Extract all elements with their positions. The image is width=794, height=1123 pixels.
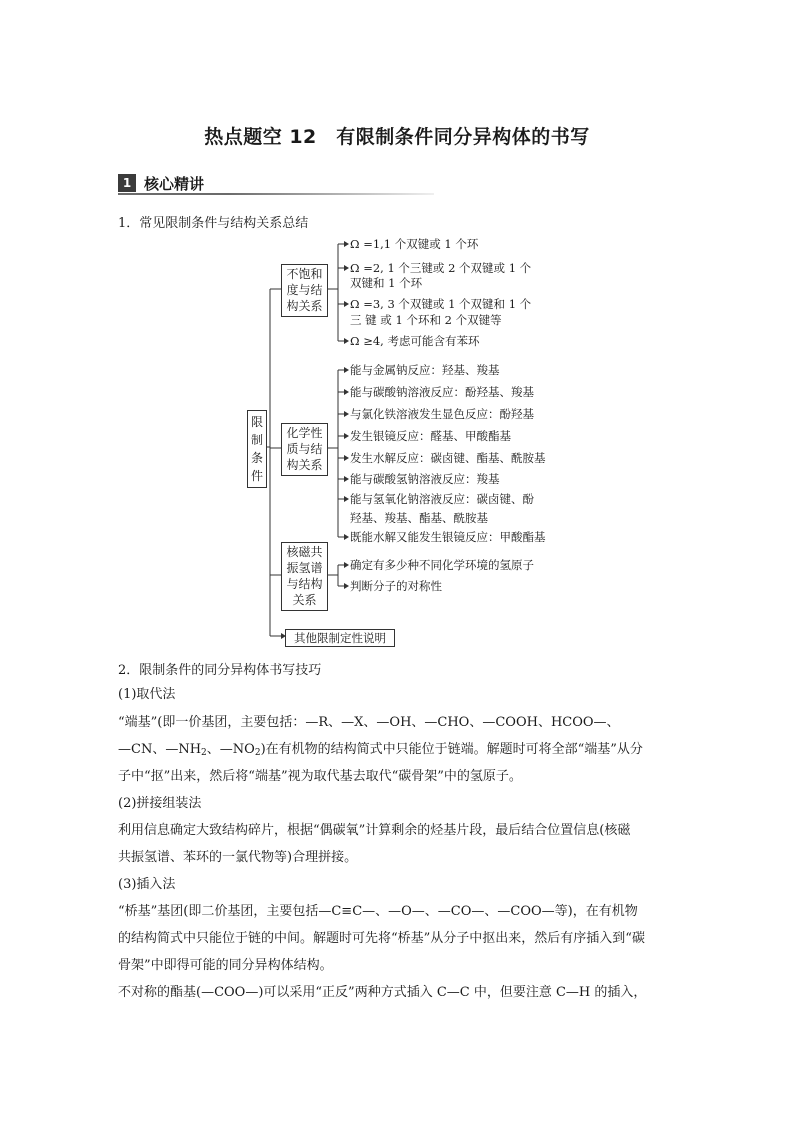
method-1-line: —CN、$—NH_2$、$—NO_2$)在有机物的结构简式中只能位于链端。解题时可将全部“端基”从分 xyxy=(118,742,643,758)
node-chemical-property: 化学性质与结构关系 xyxy=(281,423,328,476)
method-3-line: “桥基”基团(即二价基团，主要包括—C≡C—、—O—、—CO—、—COO—等)，在有机物 xyxy=(118,904,638,919)
method-1-line: “端基”(即一价基团，主要包括：—R、—X、—OH、—CHO、—COOH、HCOO—、 xyxy=(118,715,620,730)
chem-item: 羟基、羧基、酯基、酰胺基 xyxy=(350,511,488,525)
node-unsaturation: 不饱和度与结构关系 xyxy=(281,264,328,317)
root-node: 限制条件 xyxy=(247,410,267,488)
node-nmr: 核磁共振氢谱与结构关系 xyxy=(281,542,328,611)
node-other: 其他限制定性说明 xyxy=(285,629,395,647)
method-1-title: (1)取代法 xyxy=(118,687,176,702)
unsat-item: Ω =3, 3 个双键或 1 个双键和 1 个 xyxy=(350,297,532,311)
heading-1: 1．常见限制条件与结构关系总结 xyxy=(118,216,309,231)
method-3-line: 的结构简式中只能位于链的中间。解题时可先将“桥基”从分子中抠出来，然后有序插入到“碳 xyxy=(118,931,645,946)
section-header xyxy=(118,172,434,194)
chem-item: 能与金属钠反应：羟基、羧基 xyxy=(350,363,500,377)
nmr-item: 判断分子的对称性 xyxy=(350,579,442,593)
method-2-title: (2)拼接组装法 xyxy=(118,796,202,811)
chem-item: 发生银镜反应：醛基、甲酸酯基 xyxy=(350,429,511,443)
section-rule xyxy=(118,193,434,195)
unsat-item: 三 键 或 1 个环和 2 个双键等 xyxy=(350,313,502,327)
section-label: 核心精讲 xyxy=(144,174,205,193)
chem-item: 能与碳酸氢钠溶液反应：羧基 xyxy=(350,472,500,486)
nmr-item: 确定有多少种不同化学环境的氢原子 xyxy=(350,558,534,572)
chem-item: 与氯化铁溶液发生显色反应：酚羟基 xyxy=(350,407,534,421)
section-number-badge: 1 xyxy=(118,174,136,192)
chem-item: 能与碳酸钠溶液反应：酚羟基、羧基 xyxy=(350,385,534,399)
method-1-line: 子中“抠”出来，然后将“端基”视为取代基去取代“碳骨架”中的氢原子。 xyxy=(118,769,522,784)
unsat-item: 双键和 1 个环 xyxy=(350,276,423,290)
unsat-item: Ω ≥4, 考虑可能含有苯环 xyxy=(350,334,480,348)
method-3-title: (3)插入法 xyxy=(118,877,176,892)
heading-2: 2．限制条件的同分异构体书写技巧 xyxy=(118,663,322,678)
unsat-item: Ω =1,1 个双键或 1 个环 xyxy=(350,237,479,251)
method-2-line: 共振氢谱、苯环的一氯代物等)合理拼接。 xyxy=(118,850,358,865)
unsat-item: Ω =2, 1 个三键或 2 个双键或 1 个 xyxy=(350,261,532,275)
method-3-line: 不对称的酯基(—COO—)可以采用“正反”两种方式插入 C—C 中，但要注意 C—H 的插入， xyxy=(118,985,647,1000)
page-title: 热点题空 12 有限制条件同分异构体的书写 xyxy=(204,126,590,148)
method-2-line: 利用信息确定大致结构碎片，根据“偶碳氧”计算剩余的烃基片段，最后结合位置信息(核磁 xyxy=(118,823,631,838)
chem-item: 发生水解反应：碳卤键、酯基、酰胺基 xyxy=(350,451,546,465)
chem-item: 能与氢氧化钠溶液反应：碳卤键、酚 xyxy=(350,492,534,506)
chem-item: 既能水解又能发生银镜反应：甲酸酯基 xyxy=(350,530,546,544)
method-3-line: 骨架”中即得可能的同分异构体结构。 xyxy=(118,958,333,973)
